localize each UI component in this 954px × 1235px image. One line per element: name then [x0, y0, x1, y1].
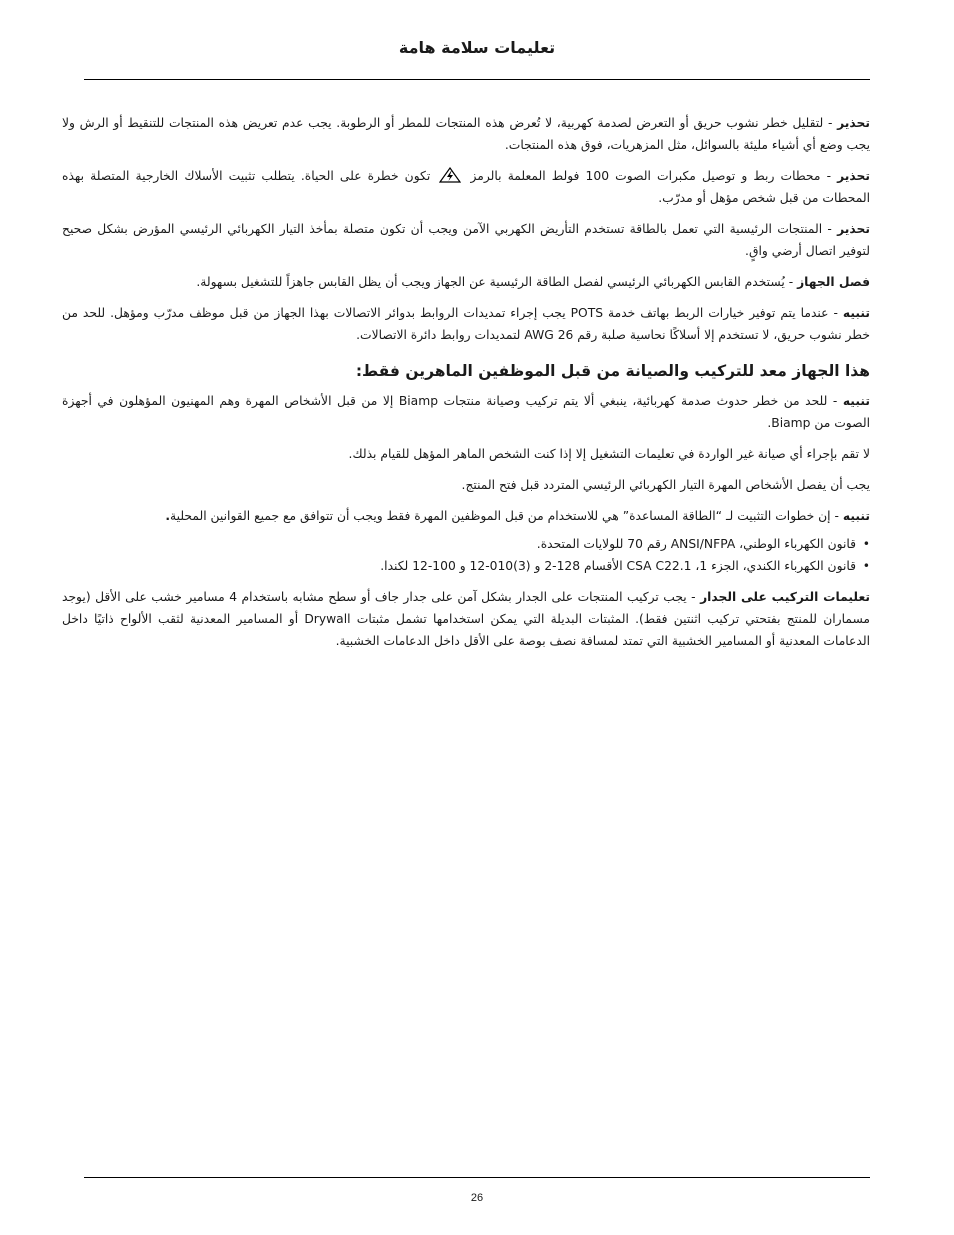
disconnect-text: يُستخدم القابس الكهربائي الرئيسي لفصل الطاقة الرئيسية عن الجهاز ويجب أن يظل القابس جاهزاً للتشغيل بسهولة.	[196, 275, 785, 289]
disconnect-device-paragraph	[62, 271, 870, 293]
mounting-label: تعليمات التركيب على الجدار	[700, 590, 870, 604]
header-divider	[84, 79, 870, 80]
caution-text: إن خطوات التثبيت لـ “الطاقة المساعدة” هي للاستخدام من قبل الموظفين المهرة فقط ويجب أن تتوافق مع جميع القوانين المحلية	[170, 509, 831, 523]
page-number: 26	[470, 1192, 484, 1204]
disconnect-label: فصل الجهاز	[797, 275, 870, 289]
caution-paragraph-telecom	[62, 302, 870, 346]
caution-end-period: .	[165, 509, 171, 523]
label-separator: -	[830, 509, 843, 523]
footer-divider	[84, 1177, 870, 1178]
servicing-note: لا تقم بإجراء أي صيانة غير الواردة في تعليمات التشغيل إلا إذا كنت الشخص الماهر المؤهل للقيام بذلك.	[348, 447, 870, 461]
high-voltage-warning-icon	[439, 167, 461, 183]
warning-label: تحذير	[837, 116, 870, 130]
warning-paragraph-moisture	[62, 112, 870, 156]
list-item-text: قانون الكهرباء الكندي، الجزء 1، CSA C22.1 الأقسام 128-2 و (3)010-12 و 100-12 لكندا.	[380, 559, 856, 573]
warning-label: تحذير	[837, 222, 870, 236]
section-heading-skilled-personnel: هذا الجهاز معد للتركيب والصيانة من قبل الموظفين الماهرين فقط:	[355, 362, 870, 380]
label-separator: -	[823, 116, 838, 130]
list-item	[62, 533, 870, 555]
wall-mounting-paragraph	[62, 586, 870, 652]
disconnect-note: يجب أن يفصل الأشخاص المهرة التيار الكهربائي الرئيسي المتردد قبل فتح المنتج.	[461, 478, 870, 492]
caution-text: عندما يتم توفير خيارات الربط بهاتف خدمة POTS يجب إجراء تمديدات الروابط بدوائر الاتصالات بهذا الجهاز من قبل موظف مدرّب ومؤهل. للحد من خطر نشوب حريق، لا تستخدم إلا أسلاكًا نحاسية صلبة رقم 26 AWG لتمديدات روابط دائرة الاتصالات.	[62, 306, 870, 342]
page-title: تعليمات سلامة هامة	[398, 38, 556, 57]
label-separator: -	[827, 394, 843, 408]
caution-label: تنبيه	[842, 394, 870, 408]
label-separator: -	[820, 169, 838, 183]
warning-text: لتقليل خطر نشوب حريق أو التعرض لصدمة كهربية، لا تُعرض هذه المنتجات للمطر أو الرطوبة. يجب عدم تعريض هذه المنتجات للتنقيط أو الرش ولا يجب وضع أي أشياء مليئة بالسوائل، مثل المزهريات، فوق هذه المنتجات.	[62, 116, 870, 152]
list-item-text: قانون الكهرباء الوطني، ANSI/NFPA رقم 70 للولايات المتحدة.	[536, 537, 856, 551]
label-separator: -	[784, 275, 798, 289]
electrical-code-list	[62, 533, 870, 577]
warning-text-after-icon: تكون خطرة على الحياة. يتطلب تثبيت الأسلاك الخارجية المتصلة بهذه المحطات من قبل شخص مؤهل أو مدرّب.	[62, 169, 870, 205]
warning-text-before-icon: محطات ربط و توصيل مكبرات الصوت 100 فولط المعلمة بالرمز	[470, 169, 821, 183]
caution-label: تنبيه	[842, 306, 870, 320]
label-separator: -	[828, 306, 843, 320]
warning-text: المنتجات الرئيسية التي تعمل بالطاقة تستخدم التأريض الكهربي الآمن ويجب أن تكون متصلة بمأخذ التيار الكهربائي الرئيسي المؤرض بشكل صحيح لتوفير اتصال أرضي واقٍ.	[62, 222, 870, 258]
caution-paragraph-aux-power	[62, 505, 870, 527]
caution-paragraph-biamp	[62, 390, 870, 434]
mounting-text: يجب تركيب المنتجات على الجدار بشكل آمن على جدار جاف أو سطح مشابه باستخدام 4 مسامير خشب على الأقل (يوجد مسماران للمنتج بفتحتي تركيب اثنتين فقط). المثبتات البديلة التي يمكن استخدامها تشمل مثبتات Drywall أو المسامير المعدنية لثقب الألواح ذاتيًا داخل الدعامات المعدنية أو المسامير الخشبية التي تمتد لمسافة نصف بوصة على الأقل داخل الدعامات الخشبية.	[62, 590, 870, 648]
list-item	[62, 555, 870, 577]
warning-label: تحذير	[837, 169, 870, 183]
warning-paragraph-grounding	[62, 218, 870, 262]
caution-label: تنبيه	[842, 509, 870, 523]
label-separator: -	[822, 222, 838, 236]
bullet-icon: •	[862, 559, 870, 573]
safety-content	[62, 112, 870, 661]
caution-text: للحد من خطر حدوث صدمة كهربائية، ينبغي ألا يتم تركيب وصيانة منتجات Biamp إلا من قبل الأشخاص المهرة وهم المهنيون المؤهلون في أجهزة الصوت من Biamp.	[62, 394, 870, 430]
bullet-icon: •	[862, 537, 870, 551]
label-separator: -	[686, 590, 701, 604]
warning-paragraph-speaker-terminals	[62, 165, 870, 209]
